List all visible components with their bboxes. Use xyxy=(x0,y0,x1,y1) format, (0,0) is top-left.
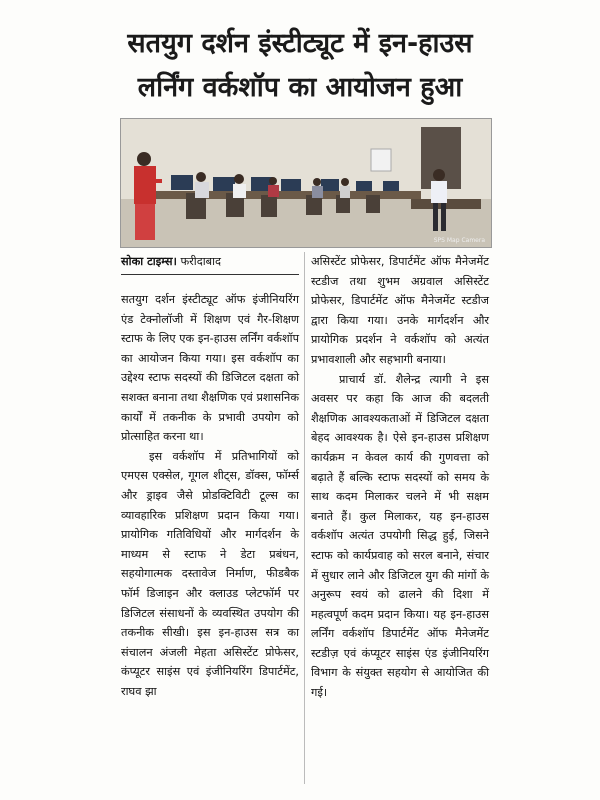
byline-source: सोका टाइम्स। xyxy=(121,255,177,268)
headline xyxy=(40,22,560,110)
headline-line-1: सतयुग दर्शन इंस्टीट्यूट में इन-हाउस xyxy=(127,28,473,59)
paragraph: प्राचार्य डॉ. शैलेन्द्र त्यागी ने इस अवसर पर कहा कि आज की बदलती शैक्षणिक आवश्यकताओं में डिजिटल दक्षता बेहद आवश्यक है। ऐसे इन-हाउस प्रशिक्षण कार्यक्रम न केवल कार्य की गुणवत्ता को बढ़ाते हैं बल्कि स्टाफ सदस्यों को समय के साथ कदम मिलाकर चलने में भी सक्षम बनाते हैं। कुल मिलाकर, यह इन-हाउस वर्कशॉप अत्यंत उपयोगी सिद्ध हुई, जिसने स्टाफ को कार्यप्रवाह को सरल बनाने, संचार में सुधार लाने और डिजिटल युग की मांगों के अनुरूप स्वयं को ढालने की दिशा में महत्वपूर्ण कदम प्रदान किया। यह इन-हाउस लर्निंग वर्कशॉप डिपार्टमेंट ऑफ मैनेजमेंट स्टडीज़ एवं कंप्यूटर साइंस एंड इंजीनियरिंग विभाग के संयुक्त सहयोग से आयोजित की गई। xyxy=(311,372,489,700)
byline-place: फरीदाबाद xyxy=(176,255,222,268)
paragraph: असिस्टेंट प्रोफेसर, डिपार्टमेंट ऑफ मैनेजमेंट स्टडीज तथा शुभम अग्रवाल असिस्टेंट प्रोफेसर, डिपार्टमेंट ऑफ मैनेजमेंट स्टडीज द्वारा किया गया। उनके मार्गदर्शन और प्रायोगिक प्रदर्शन ने वर्कशॉप को अत्यंत प्रभावशाली और सहभागी बनाया। xyxy=(311,255,489,366)
workshop-photo xyxy=(120,118,492,248)
headline-line-2: लर्निंग वर्कशॉप का आयोजन हुआ xyxy=(137,72,463,103)
article-column-1 xyxy=(121,290,299,701)
article-column-2 xyxy=(311,252,489,703)
paragraph: इस वर्कशॉप में प्रतिभागियों को एमएस एक्सेल, गूगल शीट्स, डॉक्स, फॉर्म्स और ड्राइव जैसे प्रोडक्टिविटी टूल्स का व्यावहारिक प्रशिक्षण प्रदान किया गया। प्रायोगिक गतिविधियों और मार्गदर्शन के माध्यम से स्टाफ ने डेटा प्रबंधन, सहयोगात्मक दस्तावेज निर्माण, फीडबैक फॉर्म डिजाइन और क्लाउड प्लेटफॉर्म पर डिजिटल संसाधनों के व्यवस्थित उपयोग की तकनीक सीखी। इस इन-हाउस सत्र का संचालन अंजली मेहता असिस्टेंट प्रोफेसर, कंप्यूटर साइंस एवं इंजीनियरिंग डिपार्टमेंट, राघव झा xyxy=(121,449,299,698)
paragraph: सतयुग दर्शन इंस्टीट्यूट ऑफ इंजीनियरिंग एंड टेक्नोलॉजी में शिक्षण एवं गैर-शिक्षण स्टाफ के लिए एक इन-हाउस लर्निंग वर्कशॉप का आयोजन किया गया। इस वर्कशॉप का उद्देश्य स्टाफ सदस्यों की डिजिटल दक्षता को सशक्त बनाना तथा शैक्षणिक एवं प्रशासनिक कार्यों में तकनीक के प्रभावी उपयोग को प्रोत्साहित करना था। xyxy=(121,293,299,444)
column-divider xyxy=(304,252,305,784)
byline xyxy=(121,252,299,275)
photo-watermark: SPS Map Camera xyxy=(433,237,485,244)
workshop-photo-illustration xyxy=(121,119,491,247)
